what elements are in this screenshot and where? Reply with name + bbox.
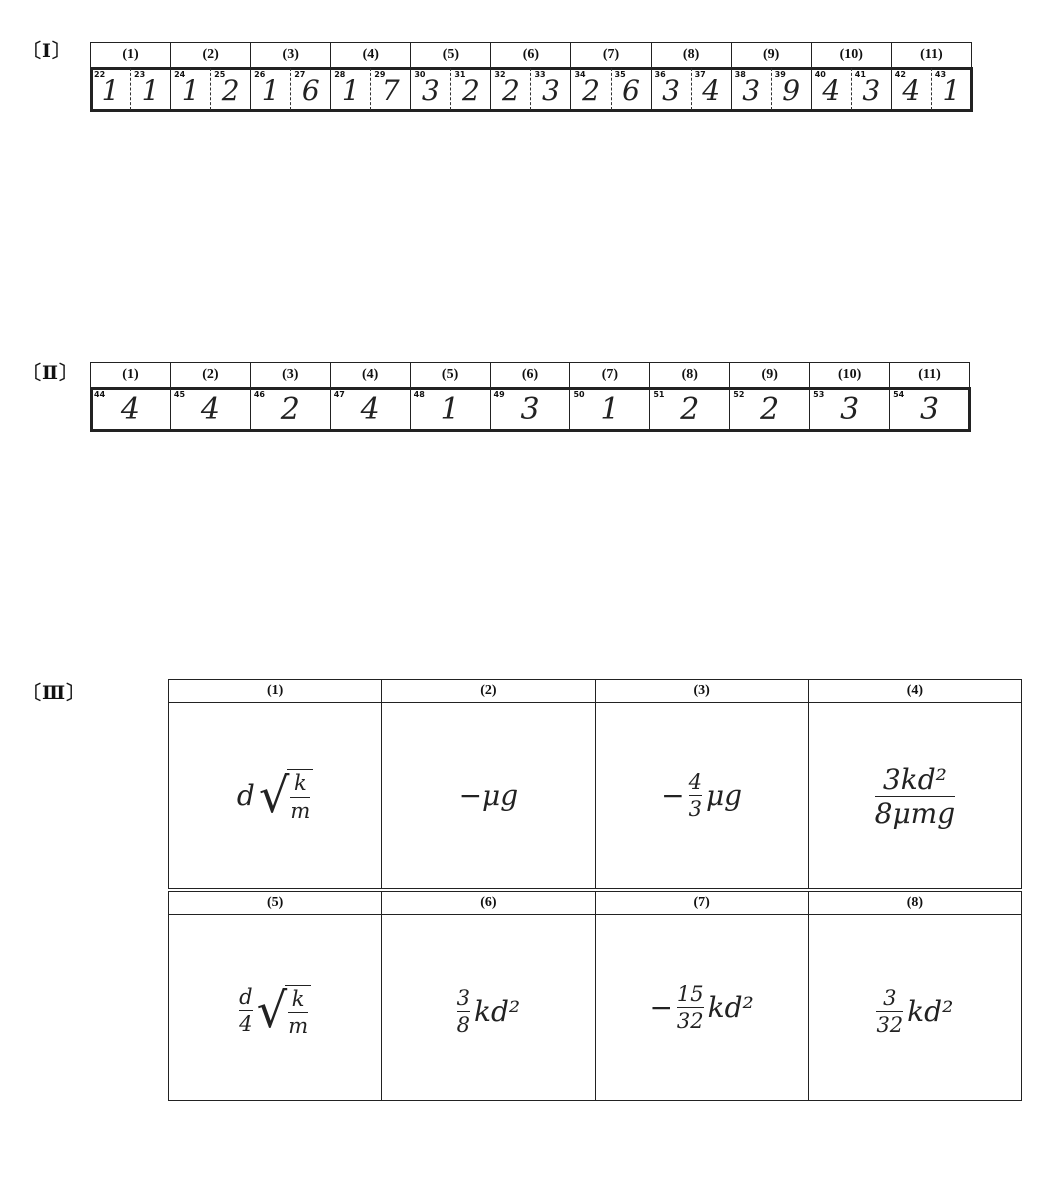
a3-sign: −: [661, 779, 685, 812]
section-3-answer-grid: [168, 679, 1022, 1101]
handwritten-digit: 2: [680, 392, 700, 427]
handwritten-digit: 4: [822, 74, 841, 107]
s2-header-4: (4): [330, 363, 410, 388]
s2-answer-cell-7: [570, 388, 650, 431]
s1-answer-box: [171, 68, 210, 110]
s2-header-11: (11): [890, 363, 970, 388]
handwritten-digit: 1: [181, 74, 200, 107]
s3-answer-5: [169, 915, 382, 1101]
s1-answer-box: [530, 68, 570, 110]
a5-rad-den: m: [288, 1013, 309, 1038]
mark-number: 45: [173, 390, 186, 399]
handwritten-digit: 3: [840, 392, 860, 427]
s3-header-4: (4): [808, 680, 1021, 703]
s3-header-1: (1): [169, 680, 382, 703]
mark-number: 42: [894, 70, 906, 79]
s1-answer-cell-6: [491, 68, 571, 111]
s1-answer-cell-5: [411, 68, 491, 111]
mark-number: 35: [614, 70, 626, 79]
mark-number: 43: [934, 70, 947, 79]
a1-rad-den: m: [290, 798, 311, 823]
a8-tail: kd²: [907, 995, 954, 1028]
mark-number: 50: [573, 390, 585, 399]
handwritten-digit: 7: [381, 74, 400, 107]
s1-answer-box: [652, 68, 691, 110]
handwritten-digit: 1: [261, 74, 280, 107]
mark-number: 37: [694, 70, 706, 79]
s2-answer-cell-1: [91, 388, 171, 431]
section-2-label: 〔Ⅱ〕: [22, 362, 80, 384]
mark-number: 51: [653, 390, 665, 399]
handwritten-digit: 2: [461, 74, 480, 107]
s3-answer-6: [382, 915, 595, 1101]
handwritten-digit: 2: [502, 74, 520, 107]
s1-header-8: (8): [651, 43, 731, 68]
mark-number: 49: [493, 390, 505, 399]
a1-coef: d: [236, 779, 255, 812]
mark-number: 54: [893, 390, 905, 399]
handwritten-digit: 2: [280, 392, 300, 427]
s2-header-6: (6): [490, 363, 570, 388]
s3-answer-3: [595, 703, 808, 891]
a4-den: 8μmg: [874, 797, 956, 830]
mark-number: 44: [94, 390, 106, 399]
mark-number: 39: [774, 70, 786, 79]
mark-number: 32: [494, 70, 506, 79]
s1-answer-box: [571, 68, 610, 110]
s1-answer-box: [91, 68, 130, 110]
handwritten-digit: 2: [582, 74, 600, 107]
s3-answer-7: [595, 915, 808, 1101]
a3-num: 4: [688, 769, 702, 794]
handwritten-digit: 1: [101, 74, 120, 107]
handwritten-digit: 4: [902, 74, 921, 107]
s3-header-7: (7): [595, 890, 808, 915]
s3-answer-4: [808, 703, 1021, 891]
s1-answer-box: [450, 68, 490, 110]
s1-answer-cell-11: [891, 68, 971, 111]
a1-rad-num: k: [294, 771, 307, 796]
mark-number: 53: [813, 390, 825, 399]
s3-answer-1: [169, 703, 382, 891]
mark-number: 31: [454, 70, 466, 79]
s2-header-3: (3): [250, 363, 330, 388]
s2-header-7: (7): [570, 363, 650, 388]
mark-number: 27: [294, 70, 306, 79]
s1-answer-cell-3: [251, 68, 331, 111]
handwritten-digit: 1: [942, 74, 961, 107]
a5-num: d: [239, 985, 253, 1010]
s1-answer-cell-8: [651, 68, 731, 111]
handwritten-digit: 6: [301, 74, 320, 107]
a7-den: 32: [676, 1009, 704, 1033]
mark-number: 40: [814, 70, 826, 79]
mark-number: 41: [854, 70, 866, 79]
s1-answer-cell-10: [811, 68, 891, 111]
s2-answer-cell-5: [410, 388, 490, 431]
handwritten-digit: 4: [360, 392, 380, 427]
a6-tail: kd²: [474, 995, 521, 1028]
handwritten-digit: 3: [542, 74, 560, 107]
s1-answer-cell-4: [331, 68, 411, 111]
s2-header-8: (8): [650, 363, 730, 388]
s1-answer-box: [812, 68, 851, 110]
s2-header-9: (9): [730, 363, 810, 388]
mark-number: 22: [94, 70, 106, 79]
handwritten-digit: 2: [221, 74, 240, 107]
s1-header-5: (5): [411, 43, 491, 68]
a3-tail: μg: [705, 779, 743, 812]
section-1-answer-table: [90, 42, 972, 111]
handwritten-digit: 3: [742, 74, 761, 107]
a7-sign: −: [649, 991, 673, 1024]
s1-answer-box: [892, 68, 931, 110]
mark-number: 26: [254, 70, 266, 79]
a7-num: 15: [676, 981, 704, 1006]
s1-answer-box: [931, 68, 971, 110]
handwritten-digit: 3: [919, 392, 940, 427]
a4-num: 3kd²: [882, 762, 947, 796]
a3-den: 3: [688, 797, 702, 821]
handwritten-digit: 1: [600, 392, 620, 427]
s1-header-3: (3): [251, 43, 331, 68]
s1-answer-box: [491, 68, 530, 110]
s1-answer-box: [251, 68, 290, 110]
mark-number: 36: [654, 70, 666, 79]
mark-number: 30: [414, 70, 426, 79]
s1-answer-box: [611, 68, 651, 110]
mark-number: 48: [413, 390, 425, 399]
s1-answer-box: [210, 68, 250, 110]
a1-sqrt: √ $\frac{k}{m}$: [259, 769, 314, 821]
s2-answer-cell-9: [730, 388, 810, 431]
s1-header-9: (9): [731, 43, 811, 68]
s1-answer-box: [771, 68, 811, 110]
s1-answer-box: [411, 68, 450, 110]
handwritten-digit: 3: [862, 74, 881, 107]
a6-den: 8: [456, 1013, 470, 1037]
s1-header-6: (6): [491, 43, 571, 68]
s1-answer-cell-7: [571, 68, 651, 111]
s2-answer-cell-10: [810, 388, 890, 431]
a5-sqrt: √ $\frac{k}{m}$: [257, 985, 312, 1037]
s1-answer-box: [331, 68, 370, 110]
s1-header-10: (10): [811, 43, 891, 68]
handwritten-digit: 1: [341, 74, 360, 107]
s2-header-1: (1): [91, 363, 171, 388]
handwritten-digit: 1: [440, 392, 460, 427]
s2-header-5: (5): [410, 363, 490, 388]
a7-tail: kd²: [707, 991, 754, 1024]
s1-header-1: (1): [91, 43, 171, 68]
s1-answer-cell-1: [91, 68, 171, 111]
mark-number: 38: [734, 70, 746, 79]
s2-answer-cell-6: [490, 388, 570, 431]
s2-answer-cell-3: [250, 388, 330, 431]
mark-number: 25: [214, 70, 226, 79]
s2-header-10: (10): [810, 363, 890, 388]
mark-number: 33: [534, 70, 546, 79]
s1-answer-cell-2: [171, 68, 251, 111]
handwritten-digit: 3: [421, 74, 440, 107]
s1-header-11: (11): [891, 43, 971, 68]
a2-text: −μg: [458, 779, 519, 812]
handwritten-digit: 9: [782, 74, 801, 107]
s1-header-2: (2): [171, 43, 251, 68]
s1-answer-box: [130, 68, 170, 110]
mark-number: 46: [253, 390, 265, 399]
s3-header-6: (6): [382, 890, 595, 915]
handwritten-digit: 4: [200, 392, 220, 427]
s1-answer-box: [290, 68, 330, 110]
a8-num: 3: [883, 985, 897, 1010]
mark-number: 23: [134, 70, 146, 79]
a8-den: 32: [876, 1013, 904, 1037]
section-2-answer-table: [90, 362, 970, 431]
s2-answer-cell-4: [330, 388, 410, 431]
section-3-label: 〔Ⅲ〕: [22, 682, 87, 704]
a5-den: 4: [239, 1012, 253, 1037]
s1-answer-box: [732, 68, 771, 110]
handwritten-digit: 4: [120, 392, 140, 427]
s1-answer-box: [691, 68, 731, 110]
s2-answer-cell-8: [650, 388, 730, 431]
s3-answer-2: [382, 703, 595, 891]
s2-header-2: (2): [170, 363, 250, 388]
s1-header-4: (4): [331, 43, 411, 68]
handwritten-digit: 4: [702, 74, 721, 107]
mark-number: 29: [374, 70, 386, 79]
s2-answer-cell-11: [890, 388, 970, 431]
s1-answer-box: [370, 68, 410, 110]
s1-answer-cell-9: [731, 68, 811, 111]
handwritten-digit: 6: [622, 74, 640, 107]
handwritten-digit: 3: [520, 392, 540, 427]
s1-header-7: (7): [571, 43, 651, 68]
s3-header-8: (8): [808, 890, 1021, 915]
handwritten-digit: 2: [760, 392, 780, 427]
a6-num: 3: [456, 985, 470, 1010]
handwritten-digit: 3: [662, 74, 680, 107]
mark-number: 47: [333, 390, 345, 399]
handwritten-digit: 1: [141, 74, 160, 107]
s3-header-3: (3): [595, 680, 808, 703]
s3-header-5: (5): [169, 890, 382, 915]
s1-answer-box: [851, 68, 891, 110]
s2-answer-cell-2: [170, 388, 250, 431]
mark-number: 24: [174, 70, 186, 79]
mark-number: 28: [334, 70, 346, 79]
s3-answer-8: [808, 915, 1021, 1101]
mark-number: 34: [574, 70, 586, 79]
a5-rad-num: k: [291, 986, 305, 1011]
s3-header-2: (2): [382, 680, 595, 703]
mark-number: 52: [733, 390, 745, 399]
section-1-label: 〔Ⅰ〕: [22, 40, 72, 62]
